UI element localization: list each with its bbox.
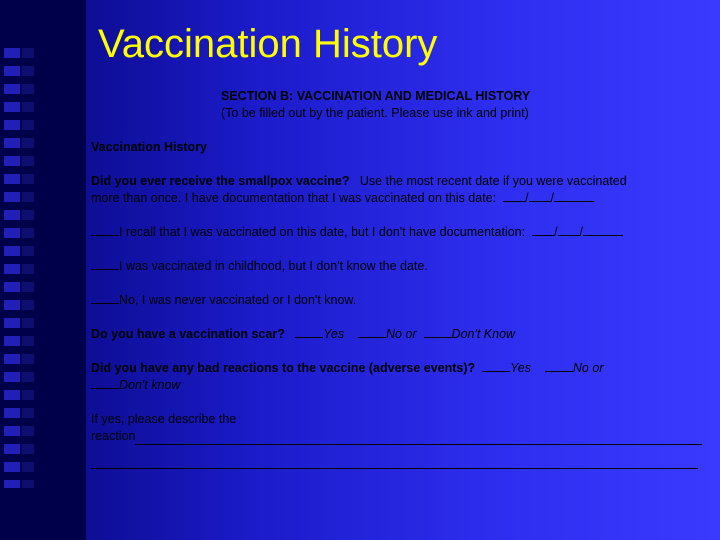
describe-reaction: [91, 411, 706, 469]
checkbox-blank-never[interactable]: [91, 292, 119, 304]
scar-no-blank[interactable]: [358, 326, 386, 338]
question-scar: [91, 326, 706, 343]
scar-yes-label: Yes: [323, 327, 345, 341]
date-day-blank[interactable]: [558, 224, 580, 236]
reactions-dk-blank[interactable]: [91, 377, 119, 389]
form-body: [91, 88, 706, 469]
date-sep: /: [525, 191, 529, 205]
form-subtitle: Vaccination History: [91, 140, 208, 154]
reactions-dk-label: Don't know: [119, 378, 181, 392]
date-month-blank[interactable]: [532, 224, 554, 236]
question-smallpox-label: Did you ever receive the smallpox vaccine?: [91, 174, 350, 188]
describe-input-line[interactable]: [135, 432, 702, 445]
option-childhood-text: I was vaccinated in childhood, but I don't know the date.: [119, 259, 428, 273]
checkbox-blank-recall[interactable]: [91, 224, 119, 236]
date-sep: /: [554, 225, 558, 239]
describe-label-2: reaction: [91, 429, 136, 443]
describe-label: If yes, please describe the: [91, 412, 237, 426]
date-day-blank[interactable]: [529, 190, 551, 202]
option-never-text: No, I was never vaccinated or I don't know.: [119, 293, 357, 307]
question-reactions: [91, 360, 706, 394]
describe-input-line-2[interactable]: [91, 467, 698, 469]
question-smallpox-text1: Use the most recent date if you were vaccinated: [359, 174, 627, 188]
reactions-no-label: No or: [572, 361, 604, 375]
date-year-blank[interactable]: [554, 190, 594, 202]
date-sep: /: [550, 191, 555, 205]
left-decorative-strip: [0, 0, 86, 540]
question-reactions-label: Did you have any bad reactions to the vaccine (adverse events)?: [91, 361, 476, 375]
option-recall-text: I recall that I was vaccinated on this date, but I don't have documentation:: [119, 225, 526, 239]
date-sep: /: [579, 225, 584, 239]
reactions-no-blank[interactable]: [545, 360, 573, 372]
checkbox-blank-childhood[interactable]: [91, 258, 119, 270]
section-instruction: (To be filled out by the patient. Please use ink and print): [221, 106, 529, 120]
date-month-blank[interactable]: [503, 190, 525, 202]
question-smallpox-text2: more than once. I have documentation that I was vaccinated on this date:: [91, 191, 497, 205]
date-year-blank[interactable]: [583, 224, 623, 236]
scar-yes-blank[interactable]: [295, 326, 323, 338]
scar-dk-blank[interactable]: [424, 326, 452, 338]
section-header: [221, 88, 706, 122]
slide-title: Vaccination History: [98, 22, 438, 66]
option-never: [91, 292, 706, 309]
section-heading: SECTION B: VACCINATION AND MEDICAL HISTORY: [221, 89, 531, 103]
decorative-squares-inner: [22, 48, 34, 488]
option-recall: [91, 224, 706, 241]
scar-no-label: No or: [386, 327, 417, 341]
question-smallpox: [91, 173, 706, 207]
option-childhood: [91, 258, 706, 275]
decorative-squares: [4, 48, 20, 488]
question-scar-label: Do you have a vaccination scar?: [91, 327, 285, 341]
reactions-yes-label: Yes: [510, 361, 531, 375]
reactions-yes-blank[interactable]: [482, 360, 510, 372]
scar-dk-label: Don't Know: [451, 327, 516, 341]
